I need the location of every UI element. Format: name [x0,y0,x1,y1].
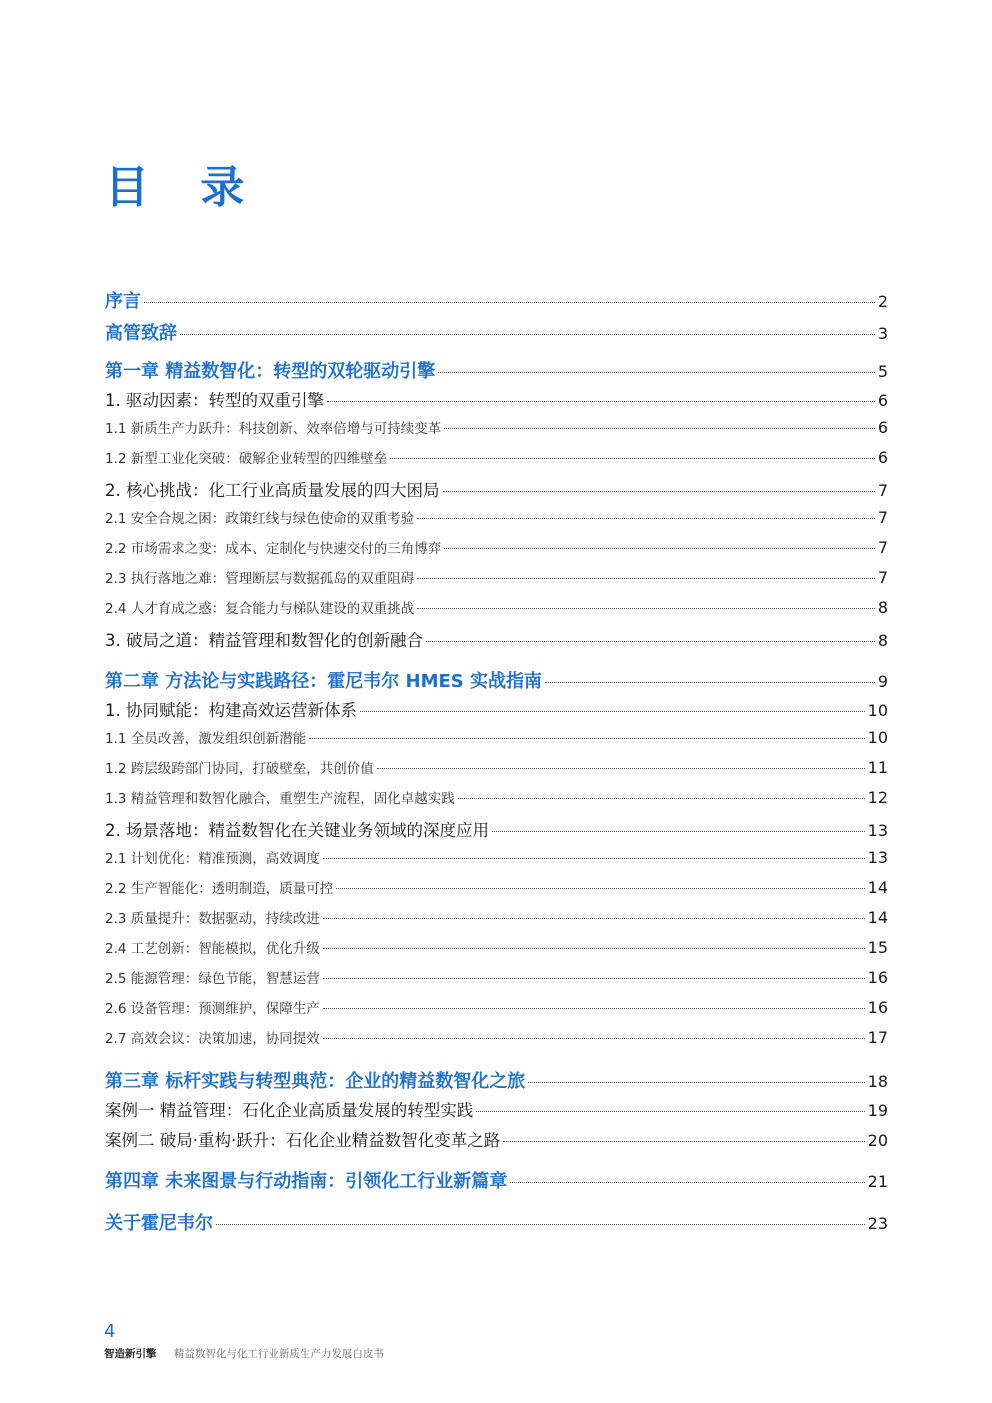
toc-entry-page: 17 [867,1028,888,1047]
toc-entry-page: 18 [867,1072,888,1091]
toc-leader-dots [377,768,865,769]
toc-entry-title: 1.3 精益管理和数智化融合，重塑生产流程，固化卓越实践 [105,791,455,807]
footer-brand: 智造新引擎 [104,1348,157,1360]
toc-entry[interactable] [105,817,888,841]
toc-leader-dots [444,428,875,429]
toc-entry-title: 关于霍尼韦尔 [105,1213,213,1234]
toc-entry-title: 1.1 新质生产力跃升：科技创新、效率倍增与可持续变革 [105,421,442,437]
toc-leader-dots [327,401,875,402]
toc-entry-title: 高管致辞 [105,323,177,344]
toc-entry-page: 12 [867,788,888,807]
toc-entry-title: 1.2 跨层级跨部门协同，打破壁垒，共创价值 [105,761,374,777]
toc-entry-page: 7 [877,508,888,527]
toc-entry[interactable] [105,1209,888,1235]
toc-entry[interactable] [105,997,888,1017]
toc-entry-title: 2.7 高效会议：决策加速，协同提效 [105,1031,320,1047]
toc-entry-page: 8 [877,598,888,617]
toc-entry[interactable] [105,877,888,897]
toc-entry-page: 7 [877,568,888,587]
toc-entry-title: 2.2 生产智能化：透明制造，质量可控 [105,881,334,897]
toc-entry-title: 案例一 精益管理：石化企业高质量发展的转型实践 [105,1101,474,1120]
toc-leader-dots [336,888,864,889]
toc-entry[interactable] [105,697,888,721]
toc-entry-title: 2.5 能源管理：绿色节能，智慧运营 [105,971,320,987]
toc-entry-page: 13 [867,848,888,867]
toc-entry-page: 16 [867,968,888,987]
toc-entry-page: 10 [867,728,888,747]
toc-entry-page: 8 [877,631,888,650]
toc-entry-title: 1.2 新型工业化突破：破解企业转型的四维壁垒 [105,451,388,467]
toc-entry[interactable] [105,907,888,927]
page-title: 目 录 [105,162,263,213]
toc-entry[interactable] [105,1167,888,1193]
toc-entry-page: 7 [877,538,888,557]
toc-entry-title: 3. 破局之道：精益管理和数智化的创新融合 [105,631,423,650]
toc-entry[interactable] [105,937,888,957]
toc-entry[interactable] [105,387,888,411]
toc-entry[interactable] [105,1127,888,1151]
toc-leader-dots [309,738,864,739]
toc-entry-title: 2.6 设备管理：预测维护，保障生产 [105,1001,320,1017]
toc-entry-page: 16 [867,998,888,1017]
toc-leader-dots [443,491,875,492]
toc-entry-page: 21 [867,1172,888,1191]
toc-entry[interactable] [105,319,888,345]
toc-entry[interactable] [105,847,888,867]
toc-entry[interactable] [105,597,888,617]
toc-leader-dots [545,682,875,683]
footer [104,1346,384,1361]
toc-entry-page: 23 [867,1214,888,1233]
toc-entry-title: 第二章 方法论与实践路径：霍尼韦尔 HMES 实战指南 [105,671,543,692]
toc-leader-dots [323,1038,865,1039]
toc-entry-page: 11 [867,758,888,777]
toc-leader-dots [438,372,875,373]
toc-entry-title: 2.3 质量提升：数据驱动，持续改进 [105,911,320,927]
page-number: 4 [104,1321,116,1342]
toc-entry-page: 5 [877,362,888,381]
toc-entry[interactable] [105,1027,888,1047]
toc-entry-page: 14 [867,908,888,927]
toc-entry[interactable] [105,447,888,467]
toc-entry[interactable] [105,417,888,437]
toc-leader-dots [216,1224,865,1225]
toc-entry[interactable] [105,287,888,313]
toc-entry-title: 1. 协同赋能：构建高效运营新体系 [105,701,357,720]
toc-entry-page: 6 [877,448,888,467]
toc-entry-page: 9 [877,672,888,691]
toc-entry[interactable] [105,1097,888,1121]
toc-leader-dots [458,798,865,799]
toc-entry-title: 2.4 人才育成之惑：复合能力与梯队建设的双重挑战 [105,601,415,617]
toc-entry-title: 第四章 未来图景与行动指南：引领化工行业新篇章 [105,1171,508,1192]
toc-leader-dots [144,302,875,303]
toc-entry-title: 1.1 全员改善，激发组织创新潜能 [105,731,307,747]
toc-entry-title: 第三章 标杆实践与转型典范：企业的精益数智化之旅 [105,1071,526,1092]
toc-entry-title: 1. 驱动因素：转型的双重引擎 [105,391,324,410]
toc-entry-page: 15 [867,938,888,957]
toc-entry-page: 7 [877,481,888,500]
toc-entry[interactable] [105,357,888,383]
toc-leader-dots [528,1082,864,1083]
toc-leader-dots [417,578,875,579]
toc-entry-title: 2. 核心挑战：化工行业高质量发展的四大困局 [105,481,440,500]
toc-leader-dots [426,641,875,642]
toc-entry[interactable] [105,567,888,587]
toc-entry[interactable] [105,1067,888,1093]
toc-entry-title: 序言 [105,291,141,312]
toc-entry-title: 2.1 计划优化：精准预测，高效调度 [105,851,320,867]
toc-leader-dots [444,548,875,549]
toc-entry[interactable] [105,967,888,987]
toc-leader-dots [323,978,865,979]
toc-entry[interactable] [105,727,888,747]
toc-leader-dots [417,518,875,519]
toc-entry[interactable] [105,627,888,651]
toc-entry-page: 19 [867,1101,888,1120]
toc-entry-title: 第一章 精益数智化：转型的双轮驱动引擎 [105,361,436,382]
toc-entry[interactable] [105,757,888,777]
toc-entry-title: 2.4 工艺创新：智能模拟，优化升级 [105,941,320,957]
toc-leader-dots [492,831,865,832]
footer-doc-title: 精益数智化与化工行业新质生产力发展白皮书 [173,1348,384,1360]
toc-entry-page: 14 [867,878,888,897]
toc-leader-dots [503,1141,864,1142]
toc-leader-dots [180,334,875,335]
toc-entry-page: 13 [867,821,888,840]
toc-entry-page: 20 [867,1131,888,1150]
toc-entry-title: 案例二 破局·重构·跃升：石化企业精益数智化变革之路 [105,1131,501,1150]
toc-entry[interactable] [105,477,888,501]
toc-entry-page: 6 [877,418,888,437]
toc-leader-dots [417,608,875,609]
toc-entry[interactable] [105,787,888,807]
toc-entry-title: 2. 场景落地：精益数智化在关键业务领域的深度应用 [105,821,489,840]
toc-leader-dots [323,858,865,859]
toc-leader-dots [390,458,875,459]
toc-entry-title: 2.3 执行落地之难：管理断层与数据孤岛的双重阻碍 [105,571,415,587]
toc-entry-page: 3 [877,324,888,343]
toc-entry-title: 2.1 安全合规之困：政策红线与绿色使命的双重考验 [105,511,415,527]
toc-entry[interactable] [105,537,888,557]
toc-entry[interactable] [105,507,888,527]
toc-leader-dots [323,918,865,919]
toc-entry-page: 10 [867,701,888,720]
toc-entry-page: 2 [877,292,888,311]
toc-entry-page: 6 [877,391,888,410]
toc-leader-dots [360,711,865,712]
toc-leader-dots [510,1182,864,1183]
toc-leader-dots [476,1111,864,1112]
toc-leader-dots [323,948,865,949]
toc-entry[interactable] [105,667,888,693]
toc-leader-dots [323,1008,865,1009]
toc-entry-title: 2.2 市场需求之变：成本、定制化与快速交付的三角博弈 [105,541,442,557]
